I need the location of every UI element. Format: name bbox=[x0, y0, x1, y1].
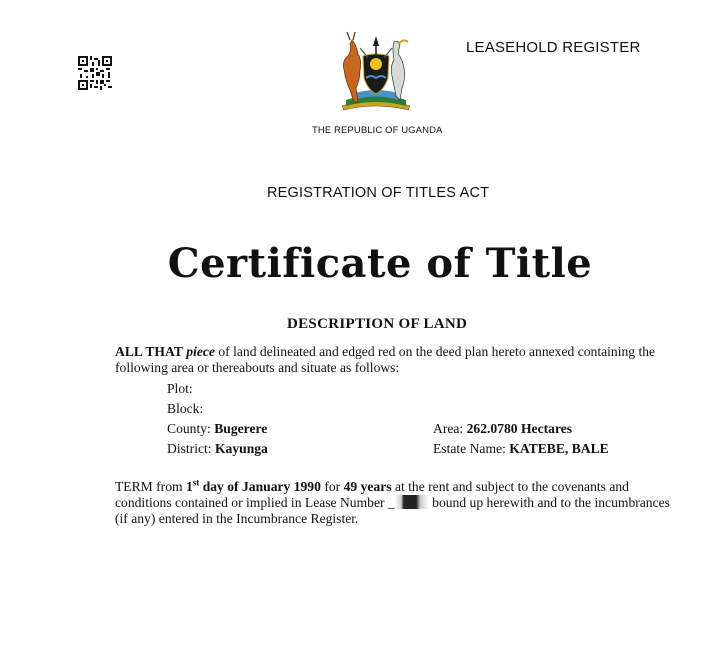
county-field bbox=[167, 421, 267, 437]
area-value: 262.0780 Hectares bbox=[466, 421, 573, 436]
certificate-title: Certificate of Title bbox=[167, 240, 593, 287]
district-label: District: bbox=[167, 441, 212, 456]
intro-lead: ALL THAT bbox=[115, 344, 183, 359]
county-value: Bugerere bbox=[214, 421, 268, 436]
estate-label: Estate Name: bbox=[433, 441, 506, 456]
block-label: Block: bbox=[167, 401, 204, 416]
republic-label: THE REPUBLIC OF UGANDA bbox=[312, 125, 443, 136]
area-field bbox=[433, 421, 572, 437]
plot-field bbox=[167, 381, 193, 397]
term-day-number: 1 bbox=[186, 479, 193, 494]
description-heading: DESCRIPTION OF LAND bbox=[287, 316, 468, 332]
area-label: Area: bbox=[433, 421, 464, 436]
coat-of-arms-emblem bbox=[336, 30, 416, 112]
qr-code bbox=[78, 56, 112, 90]
act-label: REGISTRATION OF TITLES ACT bbox=[267, 185, 490, 201]
intro-rest: of land delineated and edged red on the deed plan hereto annexed containing the following area or thereabouts and situate as follows: bbox=[115, 344, 656, 375]
term-day bbox=[186, 479, 321, 494]
county-label: County: bbox=[167, 421, 211, 436]
district-value: Kayunga bbox=[214, 441, 268, 456]
intro-piece: piece bbox=[186, 344, 215, 359]
estate-field bbox=[433, 441, 609, 457]
register-label: LEASEHOLD REGISTER bbox=[466, 39, 641, 56]
land-description-paragraph bbox=[115, 344, 680, 376]
estate-value: KATEBE, BALE bbox=[509, 441, 609, 456]
redacted-lease-number bbox=[395, 495, 429, 509]
term-day-suffix: st bbox=[192, 477, 200, 488]
term-text-1: TERM from bbox=[115, 479, 183, 494]
term-years: 49 years bbox=[343, 479, 392, 494]
term-text-4: bound up herewith and to the incumbrances (if any) entered in the Incumbrance Register. bbox=[115, 495, 670, 526]
term-text-3: at the rent and subject to the covenants and conditions contained or implied in Lease Number _ bbox=[115, 479, 629, 510]
term-day-rest: day of January 1990 bbox=[202, 479, 321, 494]
district-field bbox=[167, 441, 268, 457]
term-text-2: for bbox=[324, 479, 341, 494]
term-paragraph bbox=[115, 479, 680, 527]
block-field bbox=[167, 401, 203, 417]
plot-label: Plot: bbox=[167, 381, 193, 396]
